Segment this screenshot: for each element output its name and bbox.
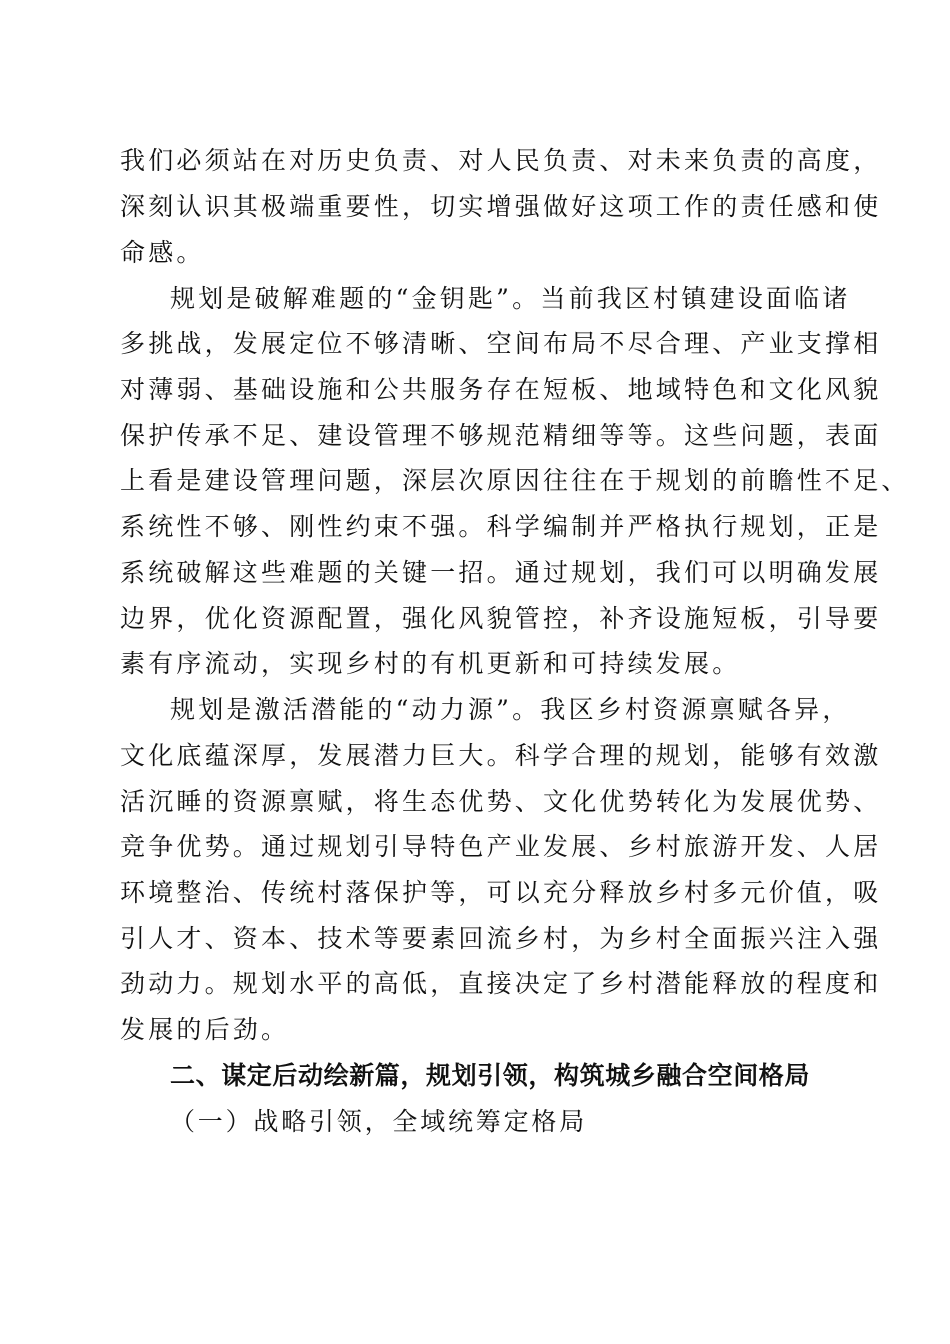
paragraph-3-line-6: 引人才、资本、技术等要素回流乡村，为乡村全面振兴注入强	[120, 924, 882, 953]
paragraph-3-line-2: 文化底蕴深厚，发展潜力巨大。科学合理的规划，能够有效激	[120, 741, 882, 770]
paragraph-2-line-7: 系统破解这些难题的关键一招。通过规划，我们可以明确发展	[120, 558, 882, 587]
paragraph-3-line-4: 竞争优势。通过规划引导特色产业发展、乡村旅游开发、人居	[120, 832, 882, 861]
paragraph-2-line-5: 上看是建设管理问题，深层次原因往往在于规划的前瞻性不足、	[120, 466, 910, 495]
paragraph-1-line-2: 深刻认识其极端重要性，切实增强做好这项工作的责任感和使	[120, 192, 882, 221]
paragraph-3-line-1: 规划是激活潜能的“动力源”。我区乡村资源禀赋各异，	[170, 695, 851, 724]
paragraph-2-line-4: 保护传承不足、建设管理不够规范精细等等。这些问题，表面	[120, 421, 882, 450]
paragraph-2-line-6: 系统性不够、刚性约束不强。科学编制并严格执行规划，正是	[120, 512, 882, 541]
subsection-heading: （一）战略引领，全域统筹定格局	[170, 1107, 588, 1136]
paragraph-3-line-8: 发展的后劲。	[120, 1015, 290, 1044]
paragraph-3-line-5: 环境整治、传统村落保护等，可以充分释放乡村多元价值，吸	[120, 878, 882, 907]
section-heading: 二、谋定后动绘新篇，规划引领，构筑城乡融合空间格局	[170, 1061, 811, 1090]
paragraph-2-line-8: 边界，优化资源配置，强化风貌管控，补齐设施短板，引导要	[120, 604, 882, 633]
paragraph-2-line-3: 对薄弱、基础设施和公共服务存在短板、地域特色和文化风貌	[120, 375, 882, 404]
paragraph-2-line-2: 多挑战，发展定位不够清晰、空间布局不尽合理、产业支撑相	[120, 329, 882, 358]
paragraph-3-line-3: 活沉睡的资源禀赋，将生态优势、文化优势转化为发展优势、	[120, 787, 882, 816]
paragraph-3-line-7: 劲动力。规划水平的高低，直接决定了乡村潜能释放的程度和	[120, 969, 882, 998]
paragraph-1-line-3: 命感。	[120, 238, 205, 267]
paragraph-1-line-1: 我们必须站在对历史负责、对人民负责、对未来负责的高度，	[120, 146, 882, 175]
paragraph-2-line-1: 规划是破解难题的“金钥匙”。当前我区村镇建设面临诸	[170, 284, 851, 313]
paragraph-2-line-9: 素有序流动，实现乡村的有机更新和可持续发展。	[120, 649, 741, 678]
